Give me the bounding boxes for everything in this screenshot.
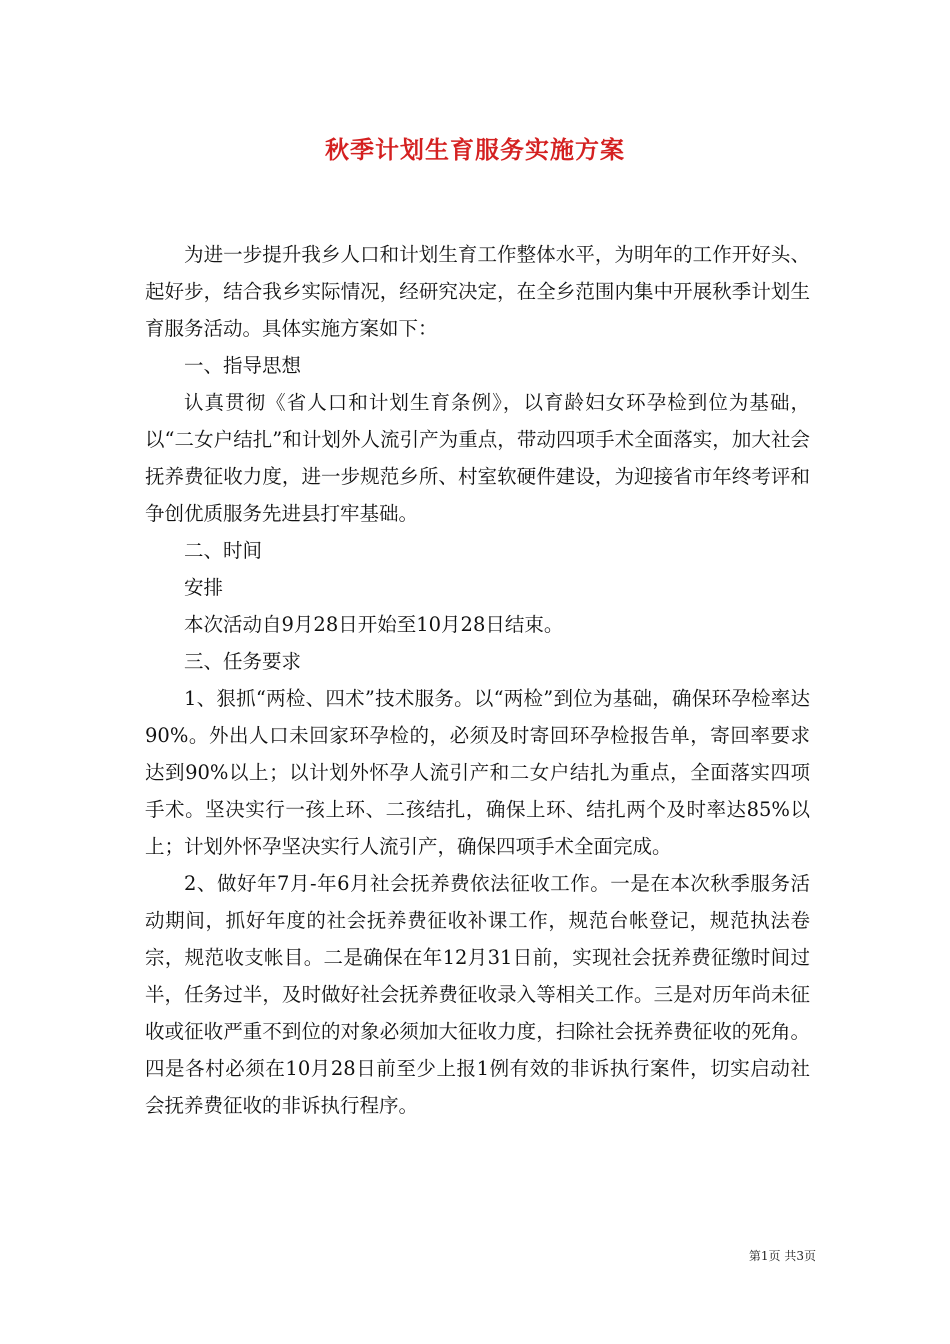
- document-body: [145, 236, 810, 1124]
- section-heading-task-requirements: 三、任务要求: [184, 650, 302, 673]
- task-item-1-paragraph: 1、狠抓“两检、四术”技术服务。以“两检”到位为基础，确保环孕检率达90%。外出人口未回家环孕检的，必须及时寄回环孕检报告单，寄回率要求达到90%以上；以计划外怀孕人流引产和二女户结扎为重点，全面落实四项手术。坚决实行一孩上环、二孩结扎，确保上环、结扎两个及时率达85%以上；计划外怀孕坚决实行人流引产，确保四项手术全面完成。: [145, 687, 810, 858]
- section-heading-time: 二、时间: [184, 539, 263, 562]
- intro-paragraph: 为进一步提升我乡人口和计划生育工作整体水平，为明年的工作开好头、起好步，结合我乡实际情况，经研究决定，在全乡范围内集中开展秋季计划生育服务活动。具体实施方案如下：: [145, 243, 810, 340]
- task-item-2-paragraph: 2、做好年7月-年6月社会抚养费依法征收工作。一是在本次秋季服务活动期间，抓好年度的社会抚养费征收补课工作，规范台帐登记，规范执法卷宗，规范收支帐目。二是确保在年12月31日前，实现社会抚养费征缴时间过半，任务过半，及时做好社会抚养费征收录入等相关工作。三是对历年尚未征收或征收严重不到位的对象必须加大征收力度，扫除社会抚养费征收的死角。四是各村必须在10月28日前至少上报1例有效的非诉执行案件，切实启动社会抚养费征收的非诉执行程序。: [145, 872, 810, 1117]
- section-heading-arrangement: 安排: [184, 576, 224, 599]
- document-title: 秋季计划生育服务实施方案: [325, 135, 625, 164]
- page-indicator: 第1页 共3页: [748, 1249, 816, 1263]
- guiding-ideology-paragraph: 认真贯彻《省人口和计划生育条例》，以育龄妇女环孕检到位为基础，以“二女户结扎”和计划外人流引产为重点，带动四项手术全面落实，加大社会抚养费征收力度，进一步规范乡所、村室软硬件建设，为迎接省市年终考评和争创优质服务先进县打牢基础。: [145, 391, 810, 525]
- section-heading-guiding-ideology: 一、指导思想: [184, 354, 302, 377]
- time-paragraph: 本次活动自9月28日开始至10月28日结束。: [184, 613, 564, 636]
